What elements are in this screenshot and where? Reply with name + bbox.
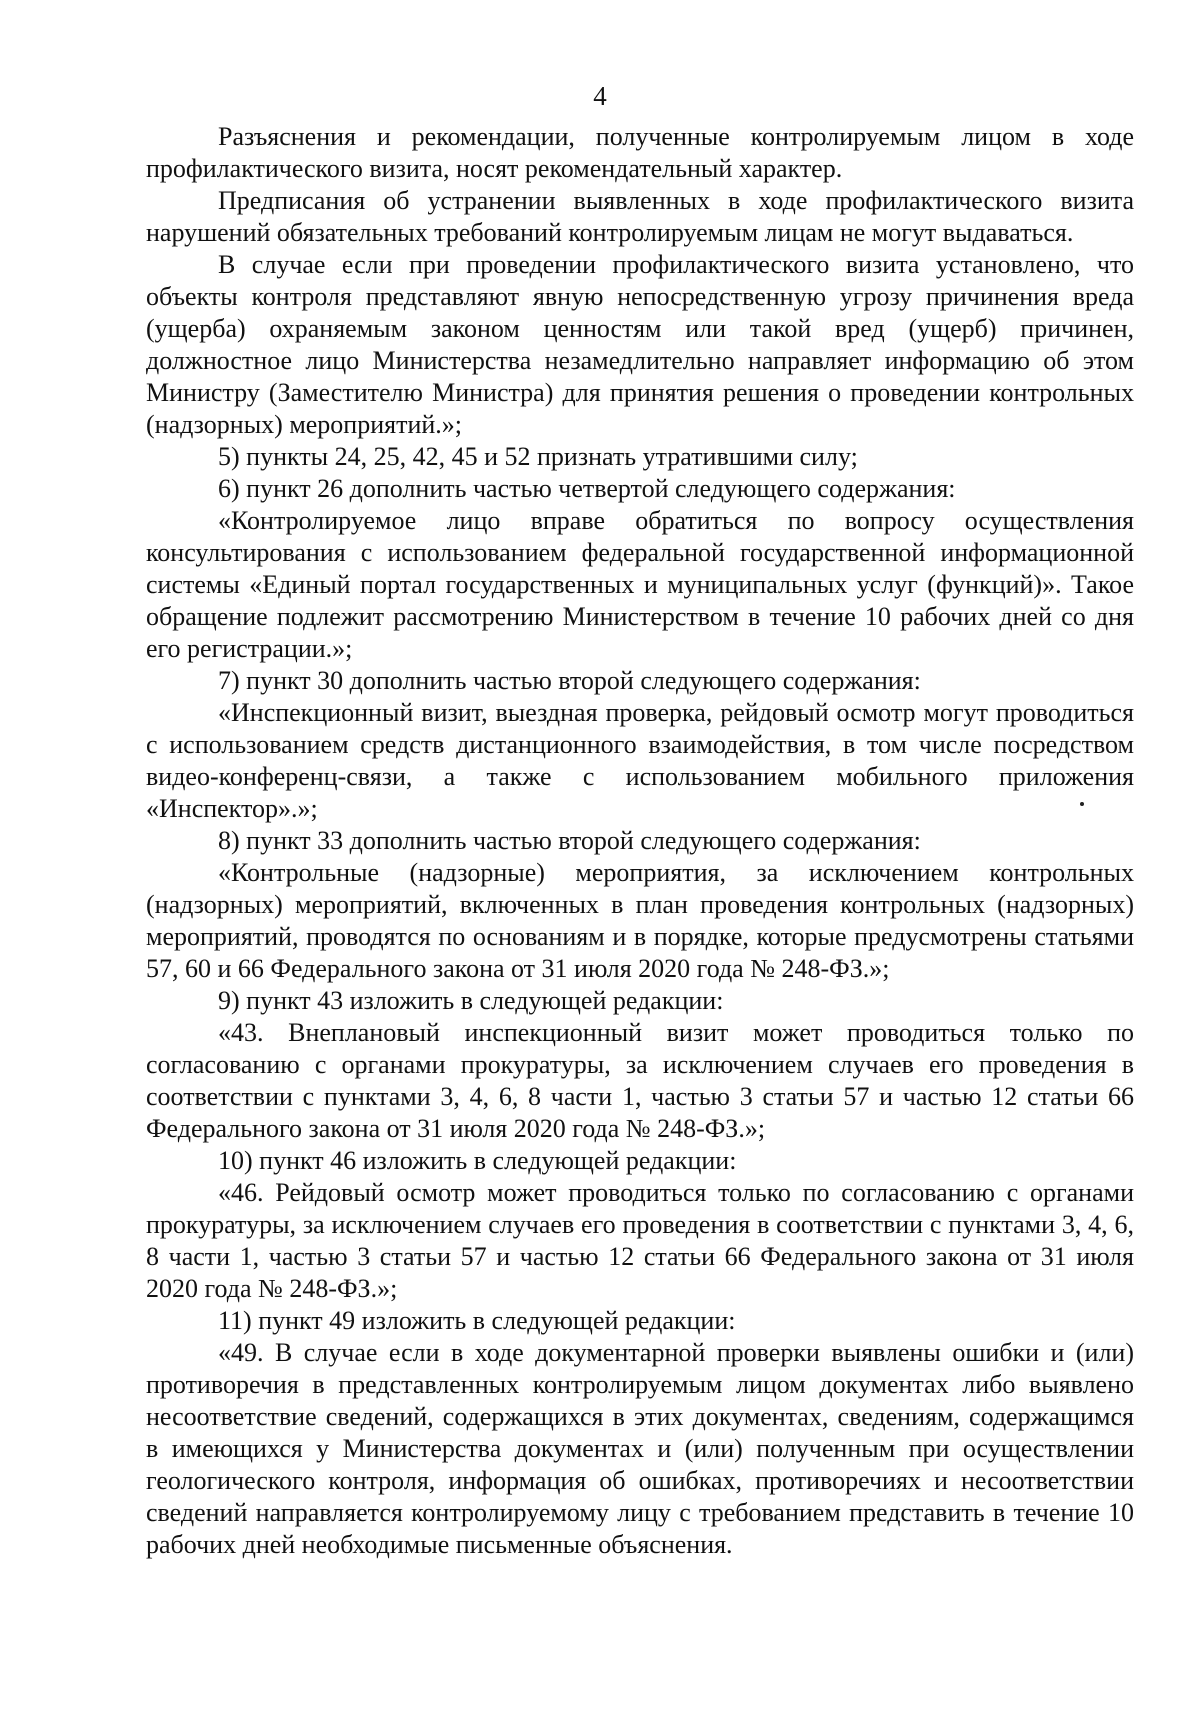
paragraph-item-7-quote: «Инспекционный визит, выездная проверка, рейдовый осмотр могут проводиться с использованием средств дистанционного взаимодействия, в том числе посредством видео-конференц-связи, а также с использованием мобильного приложения «Инспектор».»; bbox=[146, 698, 1134, 823]
paragraph-threat-case: В случае если при проведении профилактического визита установлено, что объекты контроля представляют явную непосредственную угрозу причинения вреда (ущерба) охраняемым законом ценностям или такой вред (ущерб) причинен, должностное лицо Министерства незамедлительно направляет информацию об этом Министру (Заместителю Министра) для принятия решения о проведении контрольных (надзорных) мероприятий.»; bbox=[146, 250, 1134, 439]
paragraph-item-10: 10) пункт 46 изложить в следующей редакции: bbox=[218, 1146, 737, 1175]
paragraph-item-9: 9) пункт 43 изложить в следующей редакции: bbox=[218, 986, 724, 1015]
paragraph-item-11: 11) пункт 49 изложить в следующей редакции: bbox=[218, 1306, 736, 1335]
scan-speck bbox=[1080, 802, 1084, 806]
paragraph-explanations: Разъяснения и рекомендации, полученные контролируемым лицом в ходе профилактического визита, носят рекомендательный характер. bbox=[146, 122, 1134, 183]
paragraph-item-8: 8) пункт 33 дополнить частью второй следующего содержания: bbox=[218, 826, 921, 855]
page-number: 4 bbox=[593, 81, 607, 111]
paragraph-item-7: 7) пункт 30 дополнить частью второй следующего содержания: bbox=[218, 666, 921, 695]
paragraph-item-6-quote: «Контролируемое лицо вправе обратиться по вопросу осуществления консультирования с использованием федеральной государственной информационной системы «Единый портал государственных и муниципальных услуг (функций)». Такое обращение подлежит рассмотрению Министерством в течение 10 рабочих дней со дня его регистрации.»; bbox=[146, 506, 1134, 663]
document-body bbox=[146, 121, 1134, 1561]
paragraph-item-11-quote: «49. В случае если в ходе документарной проверки выявлены ошибки и (или) противоречия в представленных контролируемым лицом документах либо выявлено несоответствие сведений, содержащихся в этих документах, сведениям, содержащимся в имеющихся у Министерства документах и (или) полученным при осуществлении геологического контроля, информация об ошибках, противоречиях и несоответствии сведений направляется контролируемому лицу с требованием представить в течение 10 рабочих дней необходимые письменные объяснения. bbox=[146, 1338, 1134, 1559]
paragraph-item-8-quote: «Контрольные (надзорные) мероприятия, за исключением контрольных (надзорных) мероприятий, включенных в план проведения контрольных (надзорных) мероприятий, проводятся по основаниям и в порядке, которые предусмотрены статьями 57, 60 и 66 Федерального закона от 31 июля 2020 года № 248-ФЗ.»; bbox=[146, 858, 1134, 983]
paragraph-prescriptions: Предписания об устранении выявленных в ходе профилактического визита нарушений обязательных требований контролируемым лицам не могут выдаваться. bbox=[146, 186, 1134, 247]
paragraph-item-10-quote: «46. Рейдовый осмотр может проводиться только по согласованию с органами прокуратуры, за исключением случаев его проведения в соответствии с пунктами 3, 4, 6, 8 части 1, частью 3 статьи 57 и частью 12 статьи 66 Федерального закона от 31 июля 2020 года № 248-ФЗ.»; bbox=[146, 1178, 1134, 1303]
paragraph-item-6: 6) пункт 26 дополнить частью четвертой следующего содержания: bbox=[218, 474, 956, 503]
paragraph-item-9-quote: «43. Внеплановый инспекционный визит может проводиться только по согласованию с органами прокуратуры, за исключением случаев его проведения в соответствии с пунктами 3, 4, 6, 8 части 1, частью 3 статьи 57 и частью 12 статьи 66 Федерального закона от 31 июля 2020 года № 248-ФЗ.»; bbox=[146, 1018, 1134, 1143]
paragraph-item-5: 5) пункты 24, 25, 42, 45 и 52 признать утратившими силу; bbox=[218, 442, 858, 471]
